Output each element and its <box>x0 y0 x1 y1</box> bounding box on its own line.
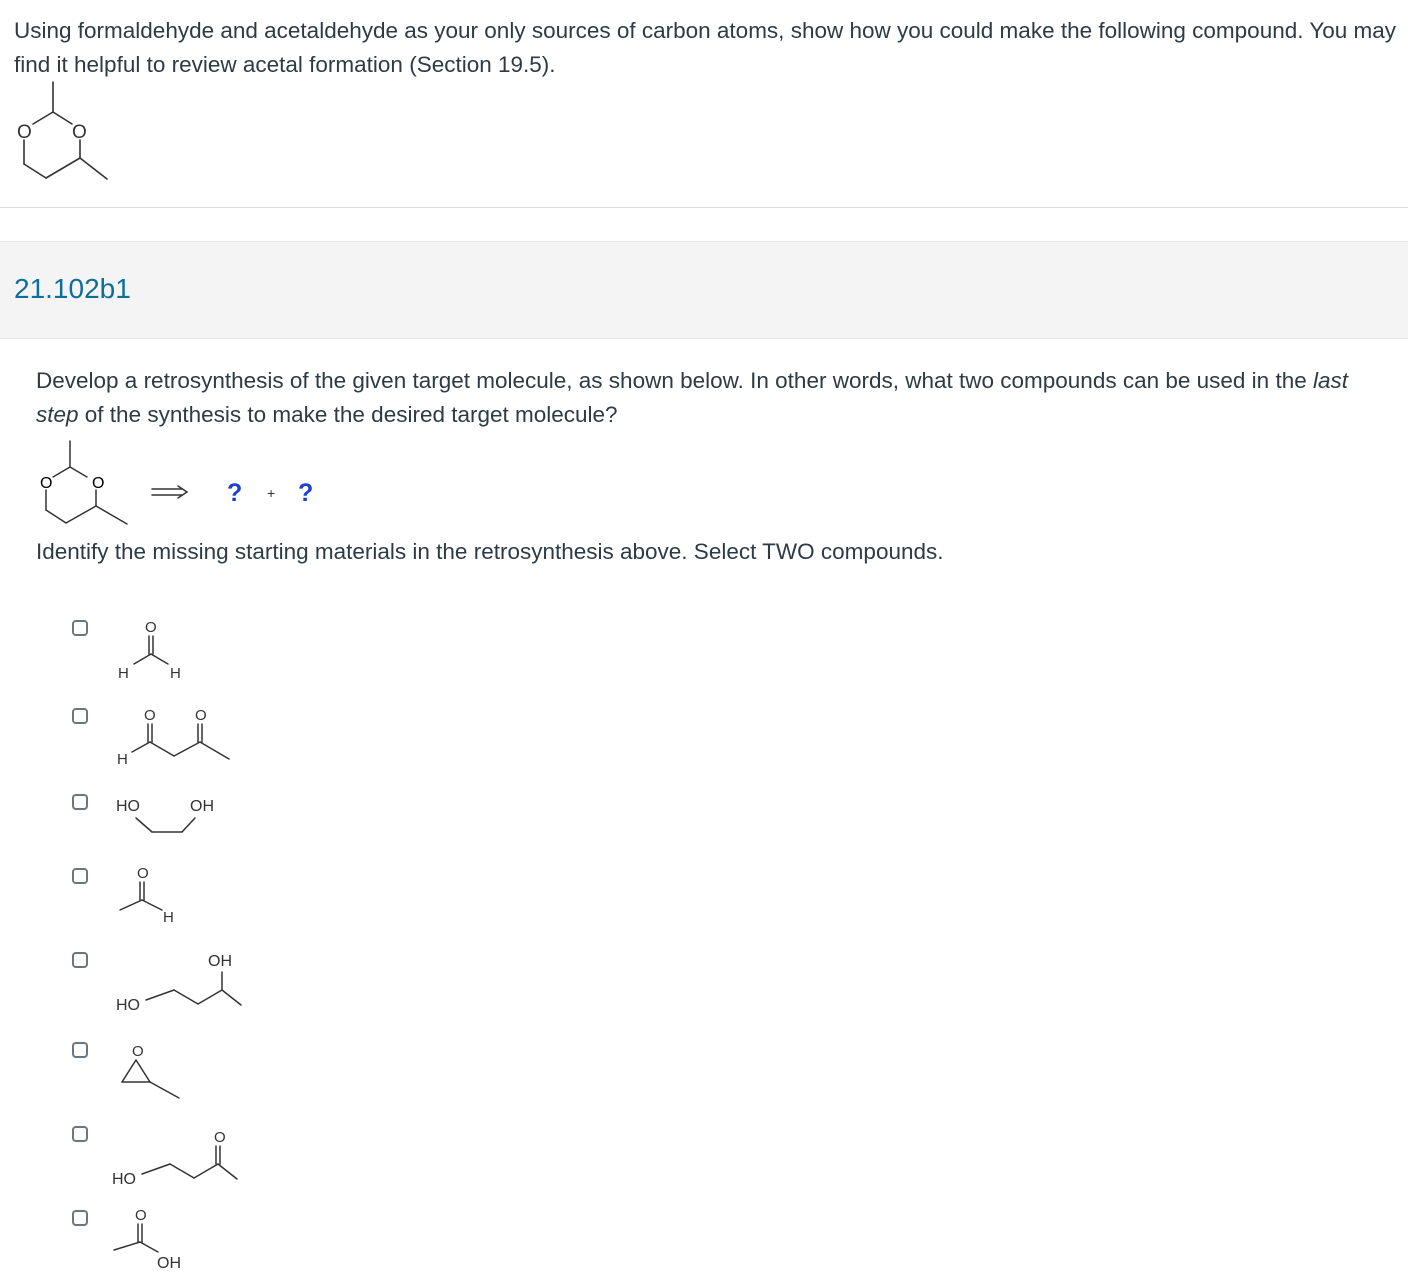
unknown-compound-2: ? <box>298 479 314 507</box>
question-number: 21.102b1 <box>14 273 131 304</box>
choice-checkbox[interactable] <box>72 620 88 636</box>
choice-checkbox[interactable] <box>72 1042 88 1058</box>
hydroxyl-label: HO <box>116 798 140 815</box>
4-hydroxybutan-2-one-structure <box>102 1120 302 1196</box>
hydrogen-label: H <box>163 909 174 926</box>
choice-checkbox[interactable] <box>72 708 88 724</box>
choice-checkbox[interactable] <box>72 1210 88 1226</box>
hydroxyl-label: OH <box>208 953 232 970</box>
question-header <box>0 241 1408 339</box>
ring-oxygen-label: O <box>40 475 53 492</box>
oxygen-label: O <box>137 865 149 882</box>
target-molecule-structure <box>0 78 120 188</box>
previous-question-text: Using formaldehyde and acetaldehyde as your only sources of carbon atoms, show how you could make the following compound. You may find it helpful to review acetal formation (Section 19.5). <box>14 18 1397 77</box>
choice-checkbox[interactable] <box>72 952 88 968</box>
previous-question <box>0 0 1408 208</box>
oxygen-label: O <box>214 1129 226 1146</box>
hydrogen-label: H <box>170 665 181 682</box>
acetic-acid-structure <box>102 1204 242 1274</box>
ring-oxygen-label: O <box>92 475 105 492</box>
hydroxyl-label: OH <box>190 798 214 815</box>
oxygen-label: O <box>132 1043 144 1060</box>
prompt-emphasis: last step <box>36 368 1348 427</box>
unknown-compound-1: ? <box>227 479 243 507</box>
prompt-text-start: Develop a retrosynthesis of the given target molecule, as shown below. In other words, what two compounds can be used in the <box>36 368 1313 393</box>
choice-checkbox[interactable] <box>72 1126 88 1142</box>
retrosynthesis-arrow-icon <box>152 486 187 498</box>
oxygen-label: O <box>135 1207 147 1224</box>
retrosynthesis-scheme <box>36 438 356 538</box>
hydroxyl-label: OH <box>157 1255 181 1272</box>
hydroxyl-label: HO <box>116 997 140 1014</box>
plus-sign: + <box>267 485 276 501</box>
1-3-butanediol-structure <box>102 946 302 1022</box>
hydrogen-label: H <box>118 665 129 682</box>
question-prompt <box>36 364 1376 432</box>
hydroxyl-label: HO <box>112 1171 136 1188</box>
acetaldehyde-structure <box>102 862 242 928</box>
choice-checkbox[interactable] <box>72 868 88 884</box>
hydrogen-label: H <box>117 751 128 768</box>
oxygen-label: O <box>195 707 207 724</box>
oxygen-label: O <box>145 619 157 636</box>
3-oxobutanal-structure <box>102 702 282 774</box>
ring-oxygen-label: O <box>72 122 87 143</box>
1-3-propanediol-structure <box>102 788 282 848</box>
ring-oxygen-label: O <box>17 122 32 143</box>
formaldehyde-structure <box>102 614 242 686</box>
methyloxirane-structure <box>102 1036 222 1102</box>
instruction-text: Identify the missing starting materials in the retrosynthesis above. Select TWO compounds. <box>36 539 944 564</box>
choice-checkbox[interactable] <box>72 794 88 810</box>
prompt-text-end: of the synthesis to make the desired target molecule? <box>78 402 618 427</box>
oxygen-label: O <box>144 707 156 724</box>
